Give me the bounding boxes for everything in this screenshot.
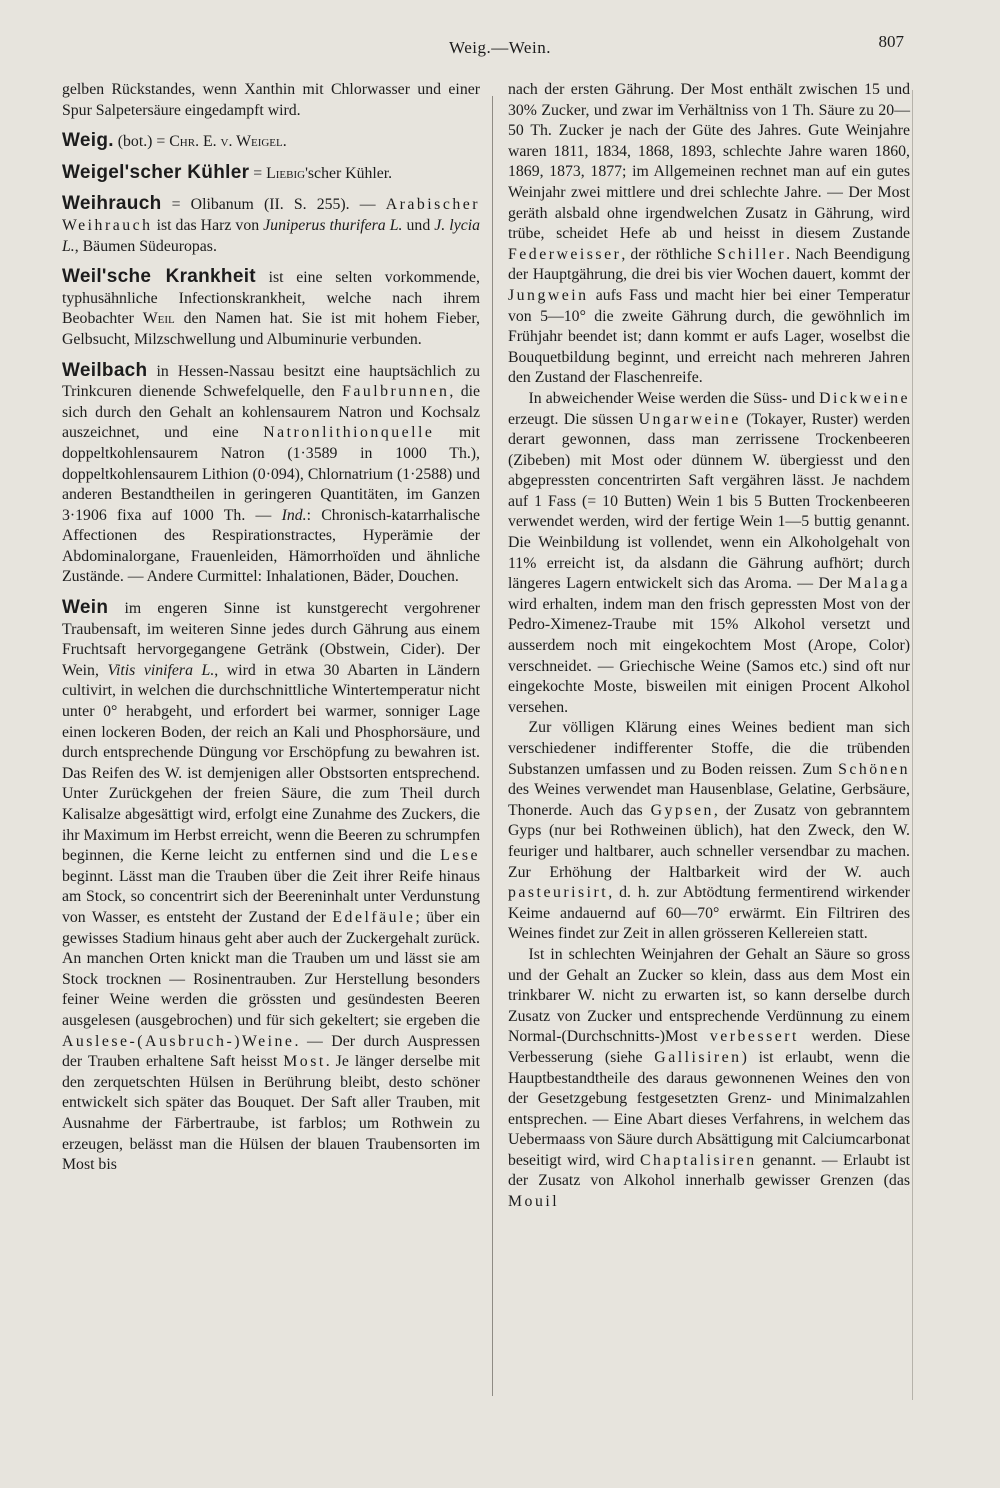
- spaced-term: Mouil: [508, 1193, 560, 1211]
- text: aufs Fass und macht hier bei einer Temperatur von 5—10° die zweite Gährung durch, die gewöhnlich im Frühjahr beendet ist; dann kommt er aufs Lager, woselbst die Bouquetbildung beginnt, und erreicht nach mehreren Jahren den Zustand der Flaschenreife.: [508, 286, 910, 387]
- text: ist eine selten vorkommende, typhusähnliche Infectionskrankheit, welche nach ihrem Beobachter: [62, 269, 480, 328]
- text: werden. Diese Verbesserung (siehe: [508, 1028, 910, 1066]
- text: In abweichender Weise werden die Süss- und: [528, 389, 820, 407]
- entry-weilbach: [62, 361, 480, 589]
- right-column: [508, 80, 910, 1213]
- spaced-term: Chaptalisiren: [639, 1151, 757, 1169]
- text: wird erhalten, indem man den frisch gepressten Most von der Pedro-Ximenez-Traube mit 15% Alkohol versetzt und ausserdem noch mit eingekochtem Most (Arope, Color) verschneidet. — Griechische Weine (Samos etc.) sind oft nur eingekochte Moste, bisweilen mit einigen Procent Alkohol versehen.: [508, 595, 910, 716]
- lemma: Weigel'scher Kühler: [62, 161, 250, 183]
- left-column: [62, 80, 480, 1176]
- text: . — Der durch Auspressen der Trauben erhaltene Saft heisst: [62, 1032, 480, 1071]
- text: , wird in etwa 30 Abarten in Ländern cultivirt, in welchen die durchschnittliche Wintertemperatur nicht unter 0° herabgeht, und erfordert bei warmer, sonniger Lage einen lockeren Boden, der reich an Kali und Phosphorsäure, und durch entsprechende Düngung vor Erschöpfung zu bewahren ist. Das Reifen des W. ist demjenigen aller Obstsorten entsprechend. Unter Zurückgehen der freien Säure, die zum Theil durch Kalisalze abgesättigt wird, erfolgt eine Zunahme des Zuckers, die ihr Maximum im Herbst erreicht, wenn die Beeren zu schrumpfen beginnen, die Kerne leicht zu entfernen sind und die: [62, 661, 481, 865]
- paragraph-verbesserung: [508, 945, 910, 1213]
- lemma: Weil'sche Krankheit: [62, 266, 256, 288]
- paragraph-suessweine: [508, 389, 910, 719]
- text: beginnt. Lässt man die Trauben über die Zeit ihrer Reife hinaus am Stock, so concentrirt sich der Beereninhalt unter Verdunstung von Wasser, es entsteht der Zustand der: [62, 867, 480, 926]
- spaced-term: Jungwein: [508, 286, 589, 304]
- text: erzeugt. Die süssen: [508, 410, 639, 428]
- spaced-term: Auslese-(Ausbruch-)Weine: [62, 1032, 295, 1050]
- entry-continuation: [62, 80, 480, 121]
- entry-weigelscher-kuehler: [62, 163, 480, 185]
- text: im engeren Sinne ist kunstgerecht vergohrener Traubensaft, im weiteren Sinne jedes durch Gährung aus einem Fruchtsaft hervorgegangene Getränk (Obstwein, Cider). Der Wein,: [62, 600, 480, 679]
- species-name: Juniperus thurifera L.: [263, 216, 403, 234]
- species-name: J. lycia L.: [62, 216, 481, 255]
- spaced-term: verbessert: [709, 1028, 799, 1046]
- text: , Bäumen Südeuropas.: [74, 237, 217, 255]
- spaced-term: Natronlithionquelle: [263, 424, 435, 442]
- text: , der röthliche: [621, 245, 717, 263]
- spaced-term: Edelfäule: [332, 908, 416, 926]
- spaced-term: Malaga: [847, 575, 910, 593]
- text: 'scher Kühler.: [305, 164, 393, 182]
- spaced-term: Gallisiren: [654, 1048, 742, 1066]
- text: und: [402, 216, 435, 234]
- text: ist das Harz von: [152, 216, 264, 234]
- text: ; über ein gewisses Stadium hinaus geht aber auch der Zuckergehalt zurück. An manchen Orten knickt man die Trauben um und lässt sie am Stock trocknen — Rosinentrauben. Zur Herstellung besonders feiner Weine werden die grössten und gesündesten Beeren ausgelesen (ausgebrochen) und für sich gekeltert; sie ergeben die: [62, 908, 481, 1029]
- spaced-term: Federweisser: [508, 245, 622, 263]
- text: = Olibanum (II. S. 255). —: [161, 196, 386, 214]
- text: =: [249, 164, 267, 182]
- abbreviation: Ind.: [281, 506, 307, 524]
- paragraph-klaerung: [508, 718, 910, 945]
- entry-weilsche-krankheit: [62, 267, 480, 350]
- text: genannt. — Erlaubt ist der Zusatz von Alkohol innerhalb gewisser Grenzen (das: [508, 1151, 910, 1190]
- spaced-term: Dickweine: [819, 389, 910, 407]
- text: (Tokayer, Ruster) werden derart gewonnen, dass man zerrissene Trockenbeeren (Zibeben) mit Most oder dünnem W. übergiesst und den abgepressten concentrirten Saft vergähren lässt. Je nachdem auf 1 Fass (= 10 Butten) Wein 1 bis 5 Butten Trockenbeeren verwendet werden, wird der fertige Wein 1—5 buttig genannt. Die Weinbildung ist vollendet, wenn ein Alkoholgehalt von 11% erreicht ist, da alsdann die Gährung aufhört; durch längeres Lagern entwickelt sich das Aroma. — Der: [508, 410, 910, 593]
- author-name: Liebig: [266, 164, 306, 182]
- text: Zur völligen Klärung eines Weines bedient man sich verschiedener indifferenter Stoffe, die die trübenden Substanzen umfassen und zu Boden reissen. Zum: [508, 719, 910, 778]
- entry-weihrauch: [62, 194, 480, 257]
- text: : Chronisch-katarrhalische Affectionen des Respirationstractes, Hyperämie der Abdominalorgane, Frauenleiden, Hämorrhoïden und ähnliche Zustände. — Andere Curmittel: Inhalationen, Bäder, Douchen.: [62, 506, 480, 586]
- text: , der Zusatz von gebranntem Gyps (nur bei Rothweinen üblich), hat den Zweck, den W. feuriger und haltbarer, auch schneller versendbar zu machen. Zur Erhöhung der Haltbarkeit wird der W. auch: [508, 801, 910, 881]
- lemma: Weilbach: [62, 359, 148, 381]
- spaced-term: Arabischer Weihrauch: [62, 196, 480, 234]
- lemma: Wein: [62, 597, 109, 619]
- lemma: Weihrauch: [62, 193, 162, 215]
- text: Ist in schlechten Weinjahren der Gehalt an Säure so gross und der Gehalt an Zucker so klein, dass aus dem Most ein trinkbarer W. nicht zu erwarten ist, so kann derselbe durch Zusatz von Zucker und entsprechende Verdünnung zu einem Normal-(Durchschnitts-)Most: [508, 945, 910, 1046]
- wein-continuation: [508, 80, 910, 389]
- text: . Nach Beendigung der Hauptgährung, die drei bis vier Wochen dauert, kommt der: [508, 245, 910, 284]
- spaced-term: Schönen: [838, 760, 910, 778]
- text: des Weines verwendet man Hausenblase, Gelatine, Gerbsäure, Thonerde. Auch das: [508, 781, 910, 819]
- text: mit doppeltkohlensaurem Natron (1·3589 in 1000 Th.), doppeltkohlensaurem Lithion (0·094), Chlornatrium (1·2588) und anderen Bestandtheilen in geringeren Quantitäten, im Ganzen 3·1906 fixa auf 1000 Th. —: [62, 424, 481, 524]
- text: , d. h. zur Abtödtung fermentirend wirkender Keime andauernd auf 60—70° erwärmt. Ein Filtriren des Weines findet zur Zeit in allen grösseren Kellereien statt.: [508, 884, 910, 943]
- spaced-term: Lese: [440, 847, 480, 865]
- entry-wein: [62, 598, 480, 1176]
- text: . Je länger derselbe mit den zerquetschten Hülsen in Berührung bleibt, desto schöner entwickelt sich später das Bouquet. Der Saft aller Trauben, mit Ausnahme der Färbertraube, ist farblos; um Rothwein zu erzeugen, belässt man die Hülsen der blauen Traubensorten im Most bis: [62, 1053, 480, 1174]
- text: , die sich durch den Gehalt an kohlensaurem Natron und Kochsalz auszeichnet, und eine: [62, 383, 480, 442]
- spaced-term: Schiller: [716, 245, 787, 263]
- text: in Hessen-Nassau besitzt eine hauptsächlich zu Trinkcuren dienende Schwefelquelle, den: [62, 362, 480, 401]
- column-divider: [492, 96, 493, 1396]
- spaced-term: pasteurisirt: [508, 884, 609, 902]
- text: nach der ersten Gährung. Der Most enthält zwischen 15 und 30% Zucker, und zwar im Verhältniss von 1 Th. Säure zu 20—50 Th. Zucker je nach der Güte des Jahres. Gute Weinjahre waren 1811, 1834, 1868, 1893, schlechte Jahre waren 1860, 1869, 1873, 1877; im Allgemeinen rechnet man auf ein gutes Weinjahr zwei mittlere und drei schlechte Jahre. — Der Most geräth alsbald ohne irgendwelchen Zusatz in Gährung, wird trübe, scheidet Hefe ab und heisst in diesem Zustande: [508, 81, 910, 243]
- lemma: Weig.: [62, 130, 114, 152]
- spaced-term: Most: [283, 1053, 326, 1071]
- text: ) ist erlaubt, wenn die Hauptbestandtheile des daraus gewonnenen Weines den von der Gesetzgebung festgesetzten Grenz- und Minimalzahlen entsprechen. — Eine Abart dieses Verfahrens, in welchem das Uebermaass von Säure durch Absättigung mit Calciumcarbonat beseitigt wird, wird: [508, 1048, 910, 1169]
- entry-weig: [62, 131, 480, 153]
- spaced-term: Ungarweine: [638, 410, 741, 428]
- text: (bot.) =: [113, 133, 170, 151]
- page-edge-line: [912, 90, 913, 1400]
- text: gelben Rückstandes, wenn Xanthin mit Chlorwasser und einer Spur Salpetersäure eingedampft wird.: [62, 81, 480, 119]
- page-number: 807: [878, 32, 904, 51]
- author-name: Weil: [142, 310, 175, 328]
- author-name: Chr. E. v. Weigel.: [169, 133, 287, 151]
- spaced-term: Faulbrunnen: [342, 383, 450, 401]
- spaced-term: Gypsen: [650, 801, 714, 819]
- species-name: Vitis vinifera L.: [107, 661, 215, 679]
- running-head: Weig.—Wein.: [449, 38, 551, 57]
- text: den Namen hat. Sie ist mit hohem Fieber, Gelbsucht, Milzschwellung und Albuminurie verbunden.: [62, 310, 480, 348]
